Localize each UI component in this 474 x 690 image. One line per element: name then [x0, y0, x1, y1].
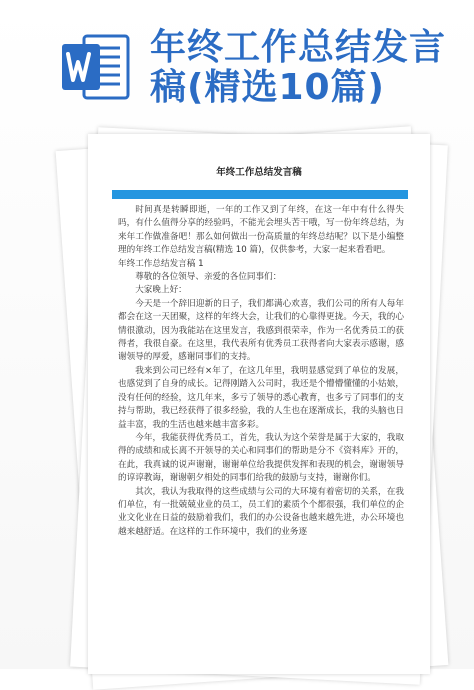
document-paragraph: 今年，我能获得优秀员工，首先，我认为这个荣誉是属于大家的，我取得的成绩和成长离不开领导的关心和同事们的帮助是分不《资料库》开的，在此，我真诚的说声谢谢，谢谢单位给我提供发挥和表现的机会，谢谢领导的谆谆教诲，谢谢朝夕相处的同事们给我的鼓励与支持，谢谢你们。 [118, 432, 404, 484]
title-divider-bar [112, 190, 408, 199]
header-title-line-2: 稿(精选10篇) [150, 67, 386, 108]
header-title-line-1: 年终工作总结发言 [150, 27, 447, 68]
document-page [88, 134, 430, 674]
document-paragraph: 年终工作总结发言稿 1 [118, 258, 204, 269]
document-paragraph: 我来到公司已经有×年了，在这几年里，我明显感觉到了单位的发展，也感觉到了自身的成长。记得刚踏入公司时，我还是个懵懵懂懂的小姑娘，没有任何的经验，这几年来，多亏了领导的悉心教育，也多亏了同事们的支持与帮助，我已经获得了很多经验，我的人生也在逐渐成长，我的头脑也日益丰富，我的生活也越来越丰富多彩。 [118, 365, 404, 430]
document-title: 年终工作总结发言稿 [216, 167, 302, 178]
document-paragraph: 尊敬的各位领导、亲爱的各位同事们： [135, 272, 282, 283]
word-document-icon [58, 30, 132, 104]
document-body [118, 204, 404, 539]
document-paragraph: 今天是一个辞旧迎新的日子，我们都满心欢喜，我们公司的所有人每年都会在这一天团聚，这样的年终大会，让我们的心靠得更拢。今天，我的心情很激动，因为我能站在这里发言，我感到很荣幸，作为一名优秀员工的获得者，我很自豪。在这里，我代表所有优秀员工获得者向大家表示感谢，感谢领导的厚爱，感谢同事们的支持。 [118, 298, 404, 363]
document-paragraph: 大家晚上好： [135, 285, 187, 296]
document-paragraph: 其次，我认为我取得的这些成绩与公司的大环境有着密切的关系，在我们单位，有一批兢兢业业的员工，员工们的素质个个都很强，我们单位的企业文化业在日益的鼓励着我们，我们的办公设备也越来越先进，办公环境也越来越舒适。在这样的工作环境中，我们的业务逐 [118, 486, 404, 537]
document-paragraph: 时间真是转瞬即逝，一年的工作又到了年终，在这一年中有什么得失吗，有什么值得分享的经验吗，不能光会埋头苦干哦，写一份年终总结，为来年工作做准备吧！那么如何做出一份高质量的年终总结呢？以下是小编整理的年终工作总结发言稿(精选 10 篇)，仅供参考，大家一起来看看吧。 [118, 205, 404, 256]
